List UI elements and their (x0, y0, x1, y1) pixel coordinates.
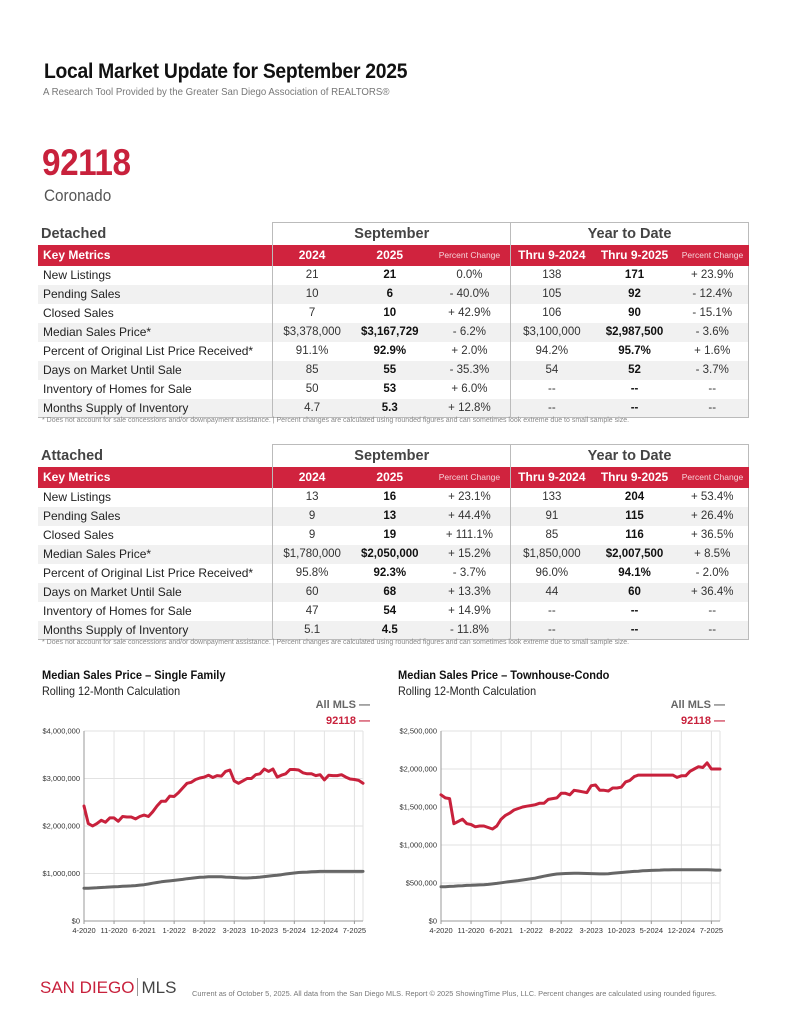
y-tick-label: $2,000,000 (399, 764, 437, 774)
table-cell: 4.5 (351, 621, 429, 640)
y-tick-label: $0 (71, 916, 80, 926)
column-header: 2025 (351, 245, 429, 266)
table-cell: 13 (351, 507, 429, 526)
footer-disclaimer: Current as of October 5, 2025. All data from the San Diego MLS. Report © 2025 ShowingTime Plus, LLC. Percent changes are calculated using rounded figures. (192, 989, 717, 998)
series-line-zip (441, 763, 720, 829)
table-cell: 171 (624, 269, 645, 281)
metric-label: Percent of Original List Price Received* (43, 566, 254, 580)
y-tick-label: $2,500,000 (399, 726, 437, 736)
table-cell: -- (511, 380, 593, 399)
table-cell: 85 (511, 526, 593, 545)
metric-label: Pending Sales (38, 507, 273, 526)
table-cell: $1,850,000 (511, 545, 593, 564)
x-tick-label: 11-2020 (457, 926, 485, 935)
table-cell: + 53.4% (676, 488, 748, 507)
table-cell: 94.2% (511, 342, 593, 361)
table-cell: + 2.0% (451, 345, 488, 357)
table-cell: + 26.4% (676, 507, 748, 526)
table-cell: 92 (593, 285, 677, 304)
table-cell: 21 (383, 269, 397, 281)
logo-divider (137, 978, 138, 996)
x-tick-label: 3-2023 (579, 926, 603, 935)
metric-label: Months Supply of Inventory (38, 399, 273, 418)
table-cell: $2,007,500 (593, 545, 677, 564)
table-cell: 106 (511, 304, 593, 323)
y-tick-label: $1,000,000 (399, 840, 437, 850)
table-cell: - 2.0% (676, 564, 748, 583)
metric-label: Inventory of Homes for Sale (43, 604, 192, 618)
chart-single-family-subtitle: Rolling 12-Month Calculation (42, 684, 181, 698)
table-cell: + 36.5% (676, 526, 748, 545)
x-tick-label: 6-2021 (489, 926, 513, 935)
column-header: Percent Change (676, 467, 748, 488)
x-tick-label: 11-2020 (100, 926, 128, 935)
table-cell: - 11.8% (429, 621, 511, 640)
table-cell: $3,378,000 (273, 323, 351, 342)
metric-label: New Listings (43, 268, 112, 282)
metric-label: Median Sales Price* (38, 545, 273, 564)
column-header: Thru 9-2024 (511, 245, 593, 266)
table-cell: 19 (383, 529, 397, 541)
metric-label: Months Supply of Inventory (38, 621, 273, 640)
table-cell: + 13.3% (429, 583, 511, 602)
section-title: Detached (41, 225, 107, 242)
table-cell: 204 (624, 491, 645, 503)
page-title: Local Market Update for September 2025 (44, 60, 408, 83)
table-cell: + 36.4% (676, 583, 748, 602)
y-tick-label: $2,000,000 (42, 821, 80, 831)
column-header: 2024 (273, 245, 351, 266)
table-cell: + 23.1% (448, 491, 491, 503)
table-cell: 9 (273, 526, 351, 545)
detached-footnote: * Does not account for sale concessions and/or downpayment assistance. | Percent changes are calculated using rounded figures and can sometimes look extreme due to small sample size. (42, 417, 630, 424)
legend-all-mls: All MLS — (670, 699, 725, 711)
column-header: Thru 9-2024 (511, 467, 593, 488)
x-tick-label: 10-2023 (607, 926, 636, 935)
y-tick-label: $4,000,000 (42, 726, 80, 736)
table-cell: $2,987,500 (593, 323, 677, 342)
table-cell: + 111.1% (445, 529, 494, 541)
table-cell: 95.8% (273, 564, 351, 583)
y-tick-label: $0 (428, 916, 437, 926)
metric-label: Inventory of Homes for Sale (43, 382, 192, 396)
table-cell: + 44.4% (429, 507, 511, 526)
table-cell: 90 (628, 307, 641, 319)
table-cell: 10 (383, 307, 397, 319)
metric-label: Percent of Original List Price Received* (43, 344, 254, 358)
metric-label: Days on Market Until Sale (38, 361, 273, 380)
group-header-ytd: Year to Date (511, 445, 749, 467)
x-tick-label: 12-2024 (310, 926, 339, 935)
x-tick-label: 4-2020 (429, 926, 453, 935)
metric-label: Pending Sales (38, 285, 273, 304)
table-cell: + 12.8% (429, 399, 511, 418)
y-tick-label: $1,500,000 (399, 802, 437, 812)
group-header-month: September (273, 223, 511, 245)
column-header: 2025 (351, 467, 429, 488)
table-cell: - 3.6% (676, 323, 748, 342)
table-cell: 44 (511, 583, 593, 602)
legend-zip: 92118 — (325, 715, 370, 727)
table-cell: 105 (511, 285, 593, 304)
legend-zip: 92118 — (680, 715, 725, 727)
area-name: Coronado (44, 186, 112, 205)
table-cell: $3,100,000 (511, 323, 593, 342)
x-tick-label: 6-2021 (132, 926, 156, 935)
table-cell: 91 (511, 507, 593, 526)
table-cell: 116 (625, 529, 644, 541)
column-header: Key Metrics (38, 467, 273, 488)
table-cell: 0.0% (456, 269, 483, 281)
table-cell: 68 (351, 583, 429, 602)
table-cell: - 6.2% (429, 323, 511, 342)
table-cell: - 3.7% (452, 567, 487, 579)
table-cell: 85 (273, 361, 351, 380)
logo-san-diego: SAN DIEGO (40, 978, 135, 997)
y-tick-label: $3,000,000 (42, 774, 80, 783)
x-tick-label: 1-2022 (162, 926, 186, 935)
table-cell: $2,050,000 (351, 545, 429, 564)
chart-townhouse-title: Median Sales Price – Townhouse-Condo (398, 668, 610, 682)
san-diego-mls-logo (40, 978, 176, 998)
column-header: Percent Change (429, 467, 511, 488)
table-cell: 94.1% (618, 567, 651, 579)
attached-footnote: * Does not account for sale concessions and/or downpayment assistance. | Percent changes are calculated using rounded figures and can sometimes look extreme due to small sample size. (42, 639, 630, 646)
table-cell: - 40.0% (429, 285, 511, 304)
table-cell: 115 (593, 507, 677, 526)
table-cell: 7 (273, 304, 351, 323)
table-cell: 21 (273, 266, 351, 285)
table-cell: 96.0% (511, 564, 593, 583)
logo-mls: MLS (141, 978, 177, 997)
section-title: Attached (41, 447, 104, 464)
x-tick-label: 1-2022 (519, 926, 543, 935)
table-cell: 6 (351, 285, 429, 304)
table-cell: 95.7% (618, 345, 651, 357)
table-cell: 53 (383, 383, 397, 395)
y-tick-label: $500,000 (405, 878, 437, 888)
table-cell: 9 (273, 507, 351, 526)
table-cell: -- (676, 399, 748, 418)
table-cell: 52 (593, 361, 677, 380)
table-cell: -- (593, 399, 677, 418)
x-tick-label: 12-2024 (667, 926, 696, 935)
table-cell: + 14.9% (448, 605, 491, 617)
table-cell: 54 (383, 605, 397, 617)
table-cell: + 42.9% (448, 307, 491, 319)
table-cell: 10 (273, 285, 351, 304)
table-cell: 5.1 (273, 621, 351, 640)
column-header: 2024 (273, 467, 351, 488)
zip-code: 92118 (42, 142, 131, 183)
table-cell: 4.7 (273, 399, 351, 418)
table-cell: -- (630, 383, 639, 395)
legend-all-mls: All MLS — (315, 699, 370, 711)
x-tick-label: 7-2025 (699, 926, 724, 935)
table-cell: 16 (383, 491, 397, 503)
x-tick-label: 8-2022 (192, 926, 216, 935)
table-cell: -- (676, 380, 748, 399)
metric-label: Days on Market Until Sale (38, 583, 273, 602)
table-cell: 133 (511, 488, 593, 507)
table-cell: 13 (273, 488, 351, 507)
table-cell: + 1.6% (676, 342, 748, 361)
table-cell: 54 (511, 361, 593, 380)
table-cell: -- (511, 602, 593, 621)
page-subtitle: A Research Tool Provided by the Greater San Diego Association of REALTORS® (43, 86, 390, 98)
metric-label: New Listings (43, 490, 112, 504)
x-tick-label: 10-2023 (250, 926, 279, 935)
x-tick-label: 7-2025 (342, 926, 367, 935)
metric-label: Median Sales Price* (38, 323, 273, 342)
metric-label: Closed Sales (43, 528, 114, 542)
table-cell: + 15.2% (429, 545, 511, 564)
x-tick-label: 5-2024 (639, 926, 664, 935)
group-header-ytd: Year to Date (511, 223, 749, 245)
table-cell: 60 (593, 583, 677, 602)
table-cell: 5.3 (351, 399, 429, 418)
x-tick-label: 5-2024 (282, 926, 307, 935)
chart-townhouse-subtitle: Rolling 12-Month Calculation (398, 684, 537, 698)
table-cell: + 8.5% (676, 545, 748, 564)
table-cell: 50 (273, 380, 351, 399)
y-tick-label: $1,000,000 (42, 869, 80, 878)
column-header: Thru 9-2025 (593, 467, 677, 488)
table-cell: 55 (351, 361, 429, 380)
table-cell: + 6.0% (451, 383, 488, 395)
table-cell: $3,167,729 (351, 323, 429, 342)
table-cell: 138 (511, 266, 593, 285)
table-cell: - 3.7% (676, 361, 748, 380)
table-cell: -- (511, 621, 593, 640)
table-cell: 92.9% (373, 345, 407, 357)
table-cell: - 12.4% (676, 285, 748, 304)
metric-label: Closed Sales (43, 306, 114, 320)
table-cell: - 15.1% (676, 304, 748, 323)
table-cell: 91.1% (273, 342, 351, 361)
column-header: Percent Change (676, 245, 748, 266)
chart-single-family-title: Median Sales Price – Single Family (42, 668, 226, 682)
series-line-all-mls (441, 870, 720, 887)
table-cell: 60 (273, 583, 351, 602)
x-tick-label: 3-2023 (222, 926, 246, 935)
column-header: Percent Change (429, 245, 511, 266)
x-tick-label: 8-2022 (549, 926, 573, 935)
table-cell: -- (511, 399, 593, 418)
table-cell: -- (593, 621, 677, 640)
table-cell: -- (630, 605, 639, 617)
table-cell: - 35.3% (429, 361, 511, 380)
table-cell: -- (676, 602, 748, 621)
x-tick-label: 4-2020 (72, 926, 96, 935)
table-cell: + 23.9% (676, 266, 748, 285)
group-header-month: September (273, 445, 511, 467)
table-cell: -- (676, 621, 748, 640)
table-cell: $1,780,000 (273, 545, 351, 564)
table-cell: 92.3% (373, 567, 407, 579)
table-cell: 47 (273, 602, 351, 621)
column-header: Key Metrics (38, 245, 273, 266)
column-header: Thru 9-2025 (593, 245, 677, 266)
